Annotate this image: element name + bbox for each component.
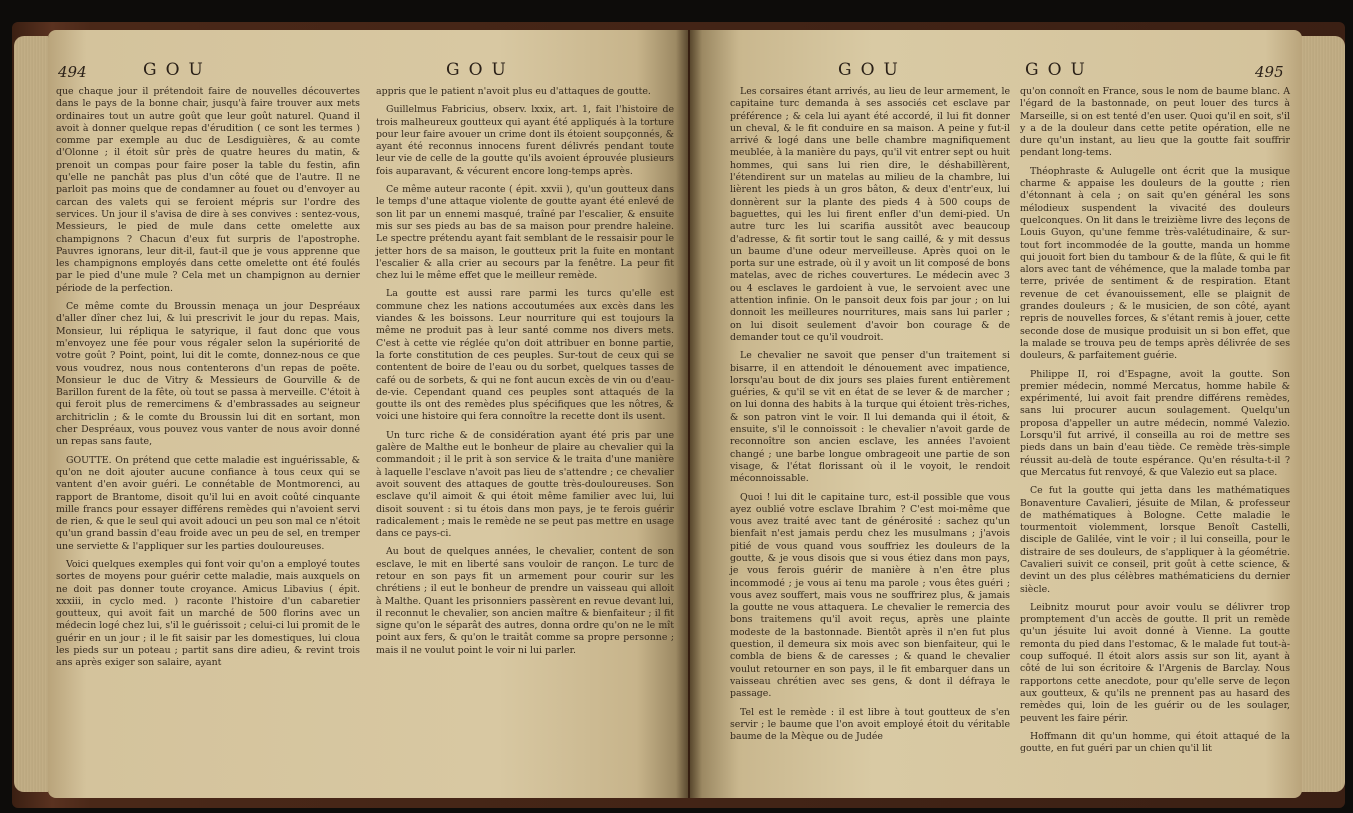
paragraph: Quoi ! lui dit le capitaine turc, est-il possible que vous ayez oublié votre esclave Ibrahim ? C'est moi-même que vous avez traité avec tant de générosité : sachez qu'un bienfait n'est jamais perdu chez les musulmans ; j'avois pitié de vous quand vous souffriez les douleurs de la goutte, & je vous disois que si vous étiez dans mon pays, je vous ferois guérir de manière à n'en être plus incommodé ; je vous ai tenu ma parole ; vous êtes guéri ; vous avez souffert, mais vous ne souffrirez plus, & jamais la goutte ne vous attaquera. Le chevalier le remercia des bons traitemens qu'il avoit reçus, après une plainte modeste de la bastonnade. Bientôt après il n'en fut plus question, il demeura six mois avec son bienfaiteur, qui le combla de biens & de caresses ; & quand le chevalier voulut retourner en son pays, il le fit embarquer dans un vaisseau chrétien avec ses gens, & dont il défraya le passage.: [730, 491, 1010, 700]
paragraph: qu'on connoît en France, sous le nom de baume blanc. A l'égard de la bastonnade, on peut louer des turcs à Marseille, si on est tenté d'en user. Quoi qu'il en soit, s'il y a de la douleur dans cette petite opération, elle ne dure qu'un instant, au lieu que la goutte fait souffrir pendant long-tems.: [1020, 86, 1290, 159]
paragraph: Hoffmann dit qu'un homme, qui étoit attaqué de la goutte, en fut guéri par un chien qu'il lit: [1020, 730, 1290, 755]
running-header: GOU: [446, 60, 515, 80]
paragraph: La goutte est aussi rare parmi les turcs qu'elle est commune chez les nations accoutumées aux excès dans les viandes & les boissons. Leur nourriture qui est toujours la même ne produit pas à leur santé comme nos divers mets. C'est à cette vie réglée qu'on doit attribuer en bonne partie, la forte constitution de ces peuples. Sur-tout de ceux qui se contentent de boire de l'eau ou du sorbet, quelques tasses de café ou de sorbets, & qui ne font aucun excès de vin ou d'eau-de-vie. Cependant quand ces peuples sont attaqués de la goutte ils ont des remèdes plus spécifiques que les nôtres, & voici une histoire qui fera connoître la recette dont ils usent.: [376, 288, 674, 423]
text-column-4: [1020, 86, 1290, 761]
book-gutter: [676, 30, 702, 798]
paragraph: Voici quelques exemples qui font voir qu'on a employé toutes sortes de moyens pour guérir cette maladie, mais auxquels on ne doit pas donner toute croyance. Amicus Libavius ( épit. xxxiii, in cyclo med. ) raconte l'histoire d'un cabaretier goutteux, qui avoit fait un marché de 500 florins avec un médecin logé chez lui, s'il le guérissoit ; celui-ci lui promit de le guérir en un jour ; il le fit saisir par les domestiques, lui cloua les pieds sur un poteau ; partit sans dire adieu, & revint trois ans après exiger son salaire, ayant: [56, 558, 360, 669]
page-number-right: 495: [1255, 63, 1284, 81]
running-header: GOU: [1025, 60, 1094, 80]
paragraph: Philippe II, roi d'Espagne, avoit la goutte. Son premier médecin, nommé Mercatus, homme habile & expérimenté, lui avoit fait prendre différens remèdes, sans lui procurer aucun soulagement. Quelqu'un proposa d'appeller un autre médecin, nommé Valezio. Lorsqu'il fut arrivé, il conseilla au roi de mettre ses pieds dans un bain d'eau tiède. Ce remède très-simple réussit au-delà de toute espérance. Qu'en résulta-t-il ? que Mercatus fut renvoyé, & que Valezio eut sa place.: [1020, 368, 1290, 478]
paragraph: Un turc riche & de considération ayant été pris par une galère de Malthe eut le bonheur de plaire au chevalier qui la commandoit ; il le prit à son service & le traita d'une manière à laquelle l'esclave n'avoit pas lieu de s'attendre ; ce chevalier avoit souvent des attaques de goutte très-douloureuses. Son esclave qu'il aimoit & qui étoit même familier avec lui, lui disoit souvent : si tu étois dans mon pays, je te ferois guérir radicalement ; mais le remède ne se peut pas mettre en usage dans ce pays-ci.: [376, 429, 674, 540]
paragraph: Le chevalier ne savoit que penser d'un traitement si bisarre, il en attendoit le dénouement avec impatience, lorsqu'au bout de dix jours ses plaies furent entièrement guéries, & qu'il se vit en état de se lever & de marcher ; on lui donna des habits à la turque qui étoient très-riches, & son patron vint le voir. Il lui demanda qui il étoit, & ensuite, s'il le connoissoit : le chevalier n'avoit garde de reconnoître son ancien esclave, les années l'avoient changé ; une barbe longue ombrageoit une partie de son visage, & l'état florissant où il le voyoit, le rendoit méconnoissable.: [730, 350, 1010, 485]
left-page: [48, 30, 688, 798]
paragraph: Au bout de quelques années, le chevalier, content de son esclave, le mit en liberté sans vouloir de rançon. Le turc de retour en son pays fit un armement pour courir sur les chrétiens ; il eut le bonheur de prendre un vaisseau qui alloit à Malthe. Quant les prisonniers passèrent en revue devant lui, il reconnut le chevalier, son ancien maître & bienfaiteur ; il fit signe qu'on le séparât des autres, donna ordre qu'on ne le mît point aux fers, & qu'on le traitât comme sa propre personne ; mais il ne voulut point le voir ni lui parler.: [376, 546, 674, 656]
text-column-2: [376, 86, 674, 663]
running-header: GOU: [838, 60, 907, 80]
right-page: [690, 30, 1302, 798]
running-header: GOU: [143, 60, 212, 80]
paragraph: Ce fut la goutte qui jetta dans les mathématiques Bonaventure Cavalieri, jésuite de Milan, & professeur de mathématiques à Bologne. Cette maladie le tourmentoit violemment, lorsque Benoît Castelli, disciple de Galilée, vint le voir ; il lui conseilla, pour le distraire de ses douleurs, de s'appliquer à la géométrie. Cavalieri suivit ce conseil, prit goût à cette science, & devint un des plus célèbres mathématiciens du dernier siècle.: [1020, 485, 1290, 595]
left-page-edges: [14, 36, 48, 792]
paragraph: Tel est le remède : il est libre à tout goutteux de s'en servir ; le baume que l'on avoit employé étoit du véritable baume de la Mèque ou de Judée: [730, 706, 1010, 743]
text-column-1: [56, 86, 360, 676]
paragraph: Les corsaires étant arrivés, au lieu de leur armement, le capitaine turc demanda à ses associés cet esclave par préférence ; & cela lui ayant été accordé, il lui fit donner un cheval, & le fit conduire en sa maison. A peine y fut-il arrivé & logé dans une belle chambre magnifiquement meublée, à la manière du pays, qu'il vit entrer sept ou huit hommes, qui sans lui rien dire, le déshabillèrent, l'étendirent sur un matelas au milieu de la chambre, lui lièrent les pieds à un gros bâton, & deux d'entr'eux, lui donnèrent sur la plante des pieds 4 à 500 coups de baguettes, qui les lui firent enfler d'un demi-pied. Un autre turc les lui scarifia aussitôt avec beaucoup d'adresse, & fit sortir tout le sang caillé, & y mit dessus un baume d'une odeur merveilleuse. Après quoi on le porta sur une estrade, où il y avoit un lit composé de bons matelas, avec de riches couvertures. Le médecin avec 3 ou 4 esclaves le gardoient à vue, le servoient avec une attention infinie. On le pansoit deux fois par jour ; on lui donnoit les meilleures nourritures, mais sans lui parler ; on lui disoit seulement d'avoir bon courage & de demander tout ce qu'il voudroit.: [730, 86, 1010, 343]
paragraph: que chaque jour il prétendoit faire de nouvelles découvertes dans le pays de la bonne chair, jusqu'à faire trouver aux mets ordinaires tout un autre goût que leur goût naturel. Quand il avoit à donner quelque repas d'érudition ( ce sont les termes ) comme par exemple au duc de Lesdiguières, & au comte d'Olonne ; il étoit sûr près de quatre heures du matin, & prenoit un compas pour faire poser la table du festin, afin qu'elle ne panchât pas plus d'un côté que de l'autre. Il ne parloit pas moins que de condamner au fouet ou d'envoyer au carcan des valets qui se feroient mépris sur l'ordre des services. Un jour il s'avisa de dire à ses convives : sentez-vous, Messieurs, le pied de mule dans cette omelette aux champignons ? Chacun d'eux fut surpris de l'apostrophe. Pauvres ignorans, leur dit-il, faut-il que je vous apprenne que les champignons employés dans cette omelette ont été foulés par le pied d'une mule ? Cela met un champignon au dernier période de la perfection.: [56, 86, 360, 294]
paragraph: GOUTTE. On prétend que cette maladie est inguérissable, & qu'on ne doit ajouter aucune confiance à tous ceux qui se vantent d'en avoir guéri. Le connétable de Montmorenci, au rapport de Brantome, disoit qu'il lui en avoit coûté cinquante mille francs pour essayer différens remèdes qui n'avoient servi de rien, & que le seul qui avoit adouci un peu son mal ce n'étoit qu'un grand bassin d'eau froide avec un peu de sel, en tremper une serviette & l'appliquer sur les parties douloureuses.: [56, 454, 360, 552]
paragraph: Leibnitz mourut pour avoir voulu se délivrer trop promptement d'un accès de goutte. Il prit un remède qu'un jésuite lui avoit donné à Vienne. La goutte remonta du pied dans l'estomac, & le malade fut tout-à-coup suffoqué. Il étoit alors assis sur son lit, ayant à côté de lui son écritoire & l'Argenis de Barclay. Nous rapportons cette anecdote, pour qu'elle serve de leçon aux goutteux, & qu'ils ne prennent pas au hasard des remèdes qui, loin de les guérir ou de les soulager, peuvent les faire périr.: [1020, 601, 1290, 724]
paragraph: Théophraste & Aulugelle ont écrit que la musique charme & appaise les douleurs de la goutte ; rien d'étonnant à cela ; on sait qu'en général les sons mélodieux suspendent la vivacité des douleurs quelconques. On lit dans le treizième livre des leçons de Louis Guyon, qu'une femme très-valétudinaire, & sur-tout fort incommodée de la goutte, manda un homme qui jouoit fort bien du tambour & de la flûte, & qui le fit alors avec tant de véhémence, que la malade tomba par terre, privée de sentiment & de respiration. Etant revenue de cet évanouissement, elle se plaignit de grandes douleurs ; & le musicien, de son côté, ayant repris de nouvelles forces, & s'étant remis à jouer, cette seconde dose de musique produisit un si bon effet, que la malade se trouva peu de temps après délivrée de ses douleurs, & parfaitement guérie.: [1020, 165, 1290, 362]
paragraph: Ce même auteur raconte ( épit. xxvii ), qu'un goutteux dans le temps d'une attaque violente de goutte ayant été enlevé de son lit par un ennemi masqué, traîné par l'escalier, & ensuite mis sur ses pieds au bas de sa maison pour prendre haleine. Le spectre prétendu ayant fait semblant de le ressaisir pour le jetter hors de sa maison, le goutteux prit la fuite en montant l'escalier & alla crier au secours par la fenêtre. La peur fit chez lui le même effet que le meilleur remède.: [376, 184, 674, 282]
text-column-3: [730, 86, 1010, 749]
paragraph: Guillelmus Fabricius, observ. lxxix, art. 1, fait l'histoire de trois malheureux goutteux qui ayant été appliqués à la torture pour leur faire avouer un crime dont ils étoient soupçonnés, & ayant été reconnus innocens furent délivrés pendant toute leur vie de celle de la goutte qu'ils avoient éprouvée plusieurs fois auparavant, & vécurent encore long-temps après.: [376, 104, 674, 177]
paragraph: Ce même comte du Broussin menaça un jour Despréaux d'aller dîner chez lui, & lui prescrivit le jour du repas. Mais, Monsieur, lui répliqua le satyrique, il faut donc que vous m'envoyez une fée pour vous régaler selon la supériorité de votre goût ? Point, point, lui dit le comte, donnez-nous ce que vous voudrez, nous nous contenterons d'un repas de poëte. Monsieur le duc de Vitry & Messieurs de Gourville & de Barillon furent de la fête, où tout se passa à merveille. C'étoit à qui feroit plus de remercimens & d'embrassades au seigneur architriclin ; & le comte du Broussin lui dit en sortant, mon cher Despréaux, vous pouvez vous vanter de nous avoir donné un repas sans faute,: [56, 301, 360, 448]
page-number-left: 494: [58, 63, 87, 81]
paragraph: appris que le patient n'avoit plus eu d'attaques de goutte.: [376, 86, 651, 97]
right-page-edges: [1301, 36, 1345, 792]
